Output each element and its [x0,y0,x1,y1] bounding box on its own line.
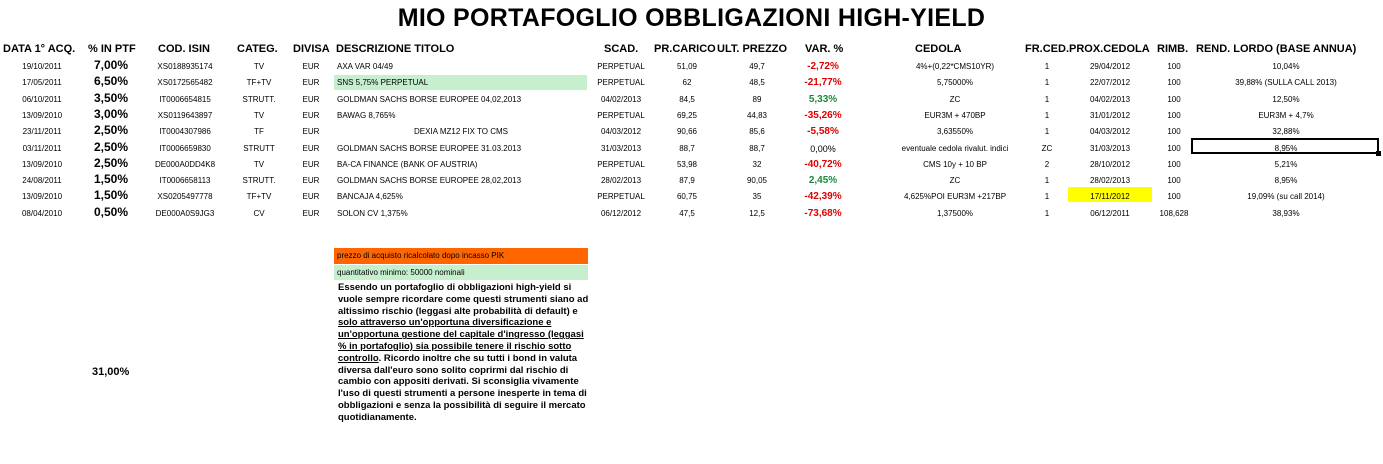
cell-data-acquisto: 06/10/2011 [22,95,62,104]
cell-variazione: -35,26% [804,110,842,121]
header-categoria: CATEG. [237,43,278,55]
cell-percent-ptf: 1,50% [93,172,129,186]
cell-categoria: TF+TV [246,192,272,201]
cell-frequenza-cedola: 1 [1044,111,1050,120]
cell-rimborso: 100 [1167,78,1181,87]
cell-scadenza: PERPETUAL [597,192,645,201]
cell-rendimento: 5,21% [1274,160,1298,169]
header-prezzo-carico: PR.CARICO [654,43,716,55]
cell-prossima-cedola: 04/02/2013 [1089,95,1131,104]
header-frequenza-cedola: FR.CED. [1025,43,1069,55]
cell-percent-ptf: 6,50% [93,74,129,88]
disclaimer-underlined: solo attraverso un'opportuna diversificazione e un'opportuna gestione del capitale d'ingresso (leggasi % in portafoglio) sia possibile tenere il rischio sotto controllo [338,317,584,364]
cell-ultimo-prezzo: 35 [752,192,762,201]
cell-prossima-cedola: 17/11/2012 [1090,192,1130,201]
cell-scadenza: PERPETUAL [597,78,645,87]
cell-rimborso: 100 [1167,160,1181,169]
cell-rimborso: 108,628 [1159,209,1189,218]
cell-cedola: 4%+(0,22*CMS10YR) [915,62,995,71]
cell-isin: IT0006659830 [159,144,211,153]
cell-divisa: EUR [302,62,320,71]
fill-handle[interactable] [1376,151,1381,156]
header-rendimento: REND. LORDO (BASE ANNUA) [1196,43,1357,55]
cell-frequenza-cedola: 1 [1044,192,1050,201]
cell-prossima-cedola: 28/10/2012 [1089,160,1131,169]
cell-frequenza-cedola: 1 [1044,62,1050,71]
cell-descrizione: DEXIA MZ12 FIX TO CMS [414,127,508,136]
cell-data-acquisto: 13/09/2010 [21,192,63,201]
cell-categoria: STRUTT [243,144,275,153]
cell-cedola: 5,75000% [936,78,974,87]
cell-frequenza-cedola: 1 [1044,127,1050,136]
cell-rendimento: 10,04% [1272,62,1300,71]
cell-divisa: EUR [302,176,320,185]
cell-scadenza: PERPETUAL [597,62,645,71]
disclaimer-text-1: Essendo un portafoglio di obbligazioni high-yield si vuole sempre ricordare come questi strumenti siano ad altissimo rischio (leggasi alte probabilità di default) e [338,282,589,317]
cell-percent-ptf: 2,50% [93,156,129,170]
cell-variazione: -2,72% [807,61,839,72]
cell-cedola: CMS 10y + 10 BP [923,160,987,169]
cell-cedola: 4,625%POI EUR3M +217BP [903,192,1007,201]
cell-prossima-cedola: 29/04/2012 [1089,62,1131,71]
cell-prezzo-carico: 88,7 [679,144,695,153]
cell-ultimo-prezzo: 90,05 [746,176,768,185]
disclaimer-paragraph [338,282,590,424]
cell-divisa: EUR [302,127,320,136]
cell-frequenza-cedola: 1 [1044,176,1050,185]
total-percent-ptf: 31,00% [92,366,130,378]
cell-categoria: TF+TV [246,78,272,87]
cell-divisa: EUR [302,144,320,153]
cell-prezzo-carico: 87,9 [679,176,695,185]
cell-rimborso: 100 [1167,111,1181,120]
cell-cedola: ZC [949,176,961,185]
cell-categoria: CV [253,209,265,218]
cell-ultimo-prezzo: 12,5 [749,209,765,218]
cell-data-acquisto: 24/08/2011 [22,176,62,185]
cell-rendimento: 12,50% [1272,95,1300,104]
cell-isin: XS0188935174 [157,62,213,71]
cell-rendimento: EUR3M + 4,7% [1258,111,1314,120]
cell-prossima-cedola: 06/12/2011 [1090,209,1130,218]
cell-isin: XS0172565482 [157,78,213,87]
cell-prossima-cedola: 31/03/2013 [1089,144,1131,153]
cell-rendimento: 8,95% [1274,144,1298,153]
cell-prossima-cedola: 04/03/2012 [1089,127,1131,136]
cell-percent-ptf: 1,50% [93,188,129,202]
cell-data-acquisto: 19/10/2011 [22,62,62,71]
header-percent-ptf: % IN PTF [88,43,136,55]
cell-rimborso: 100 [1167,176,1181,185]
header-cedola: CEDOLA [915,43,962,55]
cell-data-acquisto: 23/11/2011 [22,127,62,136]
cell-prossima-cedola: 31/01/2012 [1089,111,1131,120]
cell-variazione: 5,33% [808,94,838,105]
cell-isin: IT0006658113 [159,176,211,185]
cell-rimborso: 100 [1167,192,1181,201]
cell-categoria: TV [253,160,265,169]
cell-prezzo-carico: 84,5 [679,95,695,104]
cell-percent-ptf: 0,50% [93,205,129,219]
cell-prezzo-carico: 60,75 [676,192,698,201]
cell-rimborso: 100 [1167,62,1181,71]
cell-rendimento: 39,88% (SULLA CALL 2013) [1235,78,1337,87]
cell-data-acquisto: 17/05/2011 [22,78,62,87]
cell-rendimento: 8,95% [1274,176,1298,185]
cell-percent-ptf: 7,00% [93,58,129,72]
cell-prezzo-carico: 90,66 [676,127,698,136]
cell-categoria: TV [253,111,265,120]
cell-percent-ptf: 2,50% [93,123,129,137]
cell-frequenza-cedola: ZC [1041,144,1053,153]
header-variazione: VAR. % [805,43,844,55]
cell-descrizione: GOLDMAN SACHS BORSE EUROPEE 28,02,2013 [337,176,522,185]
cell-prezzo-carico: 53,98 [676,160,698,169]
cell-isin: IT0006654815 [159,95,211,104]
note-quantitativo-minimo: quantitativo minimo: 50000 nominali [334,265,588,280]
cell-ultimo-prezzo: 44,83 [746,111,768,120]
header-prossima-cedola: PROX.CEDOLA [1069,43,1150,55]
cell-cedola: ZC [949,95,961,104]
cell-isin: XS0205497778 [157,192,213,201]
cell-rendimento: 19,09% (su call 2014) [1247,192,1325,201]
cell-scadenza: PERPETUAL [597,160,645,169]
cell-descrizione: SOLON CV 1,375% [337,209,408,218]
cell-frequenza-cedola: 1 [1044,209,1050,218]
cell-ultimo-prezzo: 85,6 [749,127,765,136]
cell-categoria: STRUTT. [242,176,276,185]
cell-percent-ptf: 3,50% [93,91,129,105]
cell-divisa: EUR [302,160,320,169]
cell-divisa: EUR [302,209,320,218]
cell-variazione: -73,68% [804,208,842,219]
cell-ultimo-prezzo: 89 [752,95,762,104]
cell-percent-ptf: 2,50% [93,140,129,154]
header-ultimo-prezzo: ULT. PREZZO [717,43,788,55]
cell-frequenza-cedola: 1 [1044,78,1050,87]
cell-descrizione: AXA VAR 04/49 [337,62,393,71]
cell-variazione: -5,58% [807,126,839,137]
disclaimer-text-2: . Ricordo inoltre che su tutti i bond in valuta diversa dall'euro sono solito coprirmi dal rischio di cambio con appositi derivati. Si sconsiglia vivamente l'uso di questi strumenti a persone inesperte in tema di obbligazioni e senza la possibilità di seguire il mercato quotidianamente. [338,352,587,423]
cell-prezzo-carico: 69,25 [676,111,698,120]
cell-prezzo-carico: 51,09 [676,62,698,71]
header-divisa: DIVISA [293,43,330,55]
cell-descrizione: GOLDMAN SACHS BORSE EUROPEE 31.03.2013 [337,144,522,153]
cell-variazione: 2,45% [808,175,838,186]
selected-cell-border[interactable] [1191,138,1379,154]
cell-descrizione: SNS 5,75% PERPETUAL [337,78,429,87]
cell-ultimo-prezzo: 49,7 [749,62,765,71]
cell-descrizione: BA-CA FINANCE (BANK OF AUSTRIA) [337,160,478,169]
cell-rimborso: 100 [1167,127,1181,136]
cell-data-acquisto: 13/09/2010 [21,111,63,120]
cell-data-acquisto: 13/09/2010 [21,160,63,169]
cell-isin: DE000A0DD4K8 [154,160,216,169]
cell-data-acquisto: 08/04/2010 [21,209,63,218]
cell-variazione: -42,39% [804,191,842,202]
cell-scadenza: 31/03/2013 [600,144,642,153]
cell-scadenza: PERPETUAL [597,111,645,120]
header-descrizione: DESCRIZIONE TITOLO [336,43,455,55]
cell-divisa: EUR [302,111,320,120]
header-rimborso: RIMB. [1157,43,1189,55]
cell-rendimento: 32,88% [1272,127,1300,136]
cell-scadenza: 04/02/2013 [600,95,642,104]
cell-variazione: -40,72% [804,159,842,170]
header-data-acquisto: DATA 1° ACQ. [3,43,76,55]
page-title: MIO PORTAFOGLIO OBBLIGAZIONI HIGH-YIELD [397,4,986,32]
cell-variazione: 0,00% [810,144,836,154]
cell-rimborso: 100 [1167,95,1181,104]
cell-divisa: EUR [302,95,320,104]
cell-variazione: -21,77% [804,77,842,88]
cell-isin: IT0004307986 [159,127,211,136]
cell-descrizione: BAWAG 8,765% [337,111,396,120]
cell-prezzo-carico: 47,5 [679,209,695,218]
header-isin: COD. ISIN [158,43,210,55]
cell-divisa: EUR [302,78,320,87]
cell-categoria: STRUTT. [242,95,276,104]
cell-prossima-cedola: 28/02/2013 [1089,176,1131,185]
cell-data-acquisto: 03/11/2011 [22,144,62,153]
cell-ultimo-prezzo: 32 [752,160,762,169]
cell-frequenza-cedola: 1 [1044,95,1050,104]
cell-descrizione: GOLDMAN SACHS BORSE EUROPEE 04,02,2013 [337,95,522,104]
cell-scadenza: 04/03/2012 [600,127,642,136]
header-scadenza: SCAD. [604,43,639,55]
cell-isin: DE000A0S9JG3 [155,209,215,218]
cell-prezzo-carico: 62 [682,78,692,87]
cell-ultimo-prezzo: 48,5 [749,78,765,87]
cell-prossima-cedola: 22/07/2012 [1089,78,1131,87]
cell-rendimento: 38,93% [1272,209,1300,218]
cell-descrizione: BANCAJA 4,625% [337,192,403,201]
cell-cedola: EUR3M + 470BP [924,111,986,120]
cell-cedola: eventuale cedola rivalut. indici [901,144,1009,153]
cell-scadenza: 06/12/2012 [600,209,642,218]
cell-isin: XS0119643897 [157,111,213,120]
cell-cedola: 3,63550% [936,127,974,136]
cell-cedola: 1,37500% [936,209,974,218]
cell-percent-ptf: 3,00% [93,107,129,121]
cell-ultimo-prezzo: 88,7 [749,144,765,153]
cell-frequenza-cedola: 2 [1044,160,1050,169]
cell-rimborso: 100 [1167,144,1181,153]
note-pik: prezzo di acquisto ricalcolato dopo incasso PIK [334,248,588,264]
cell-divisa: EUR [302,192,320,201]
cell-scadenza: 28/02/2013 [600,176,642,185]
cell-categoria: TF [254,127,264,136]
cell-categoria: TV [253,62,265,71]
